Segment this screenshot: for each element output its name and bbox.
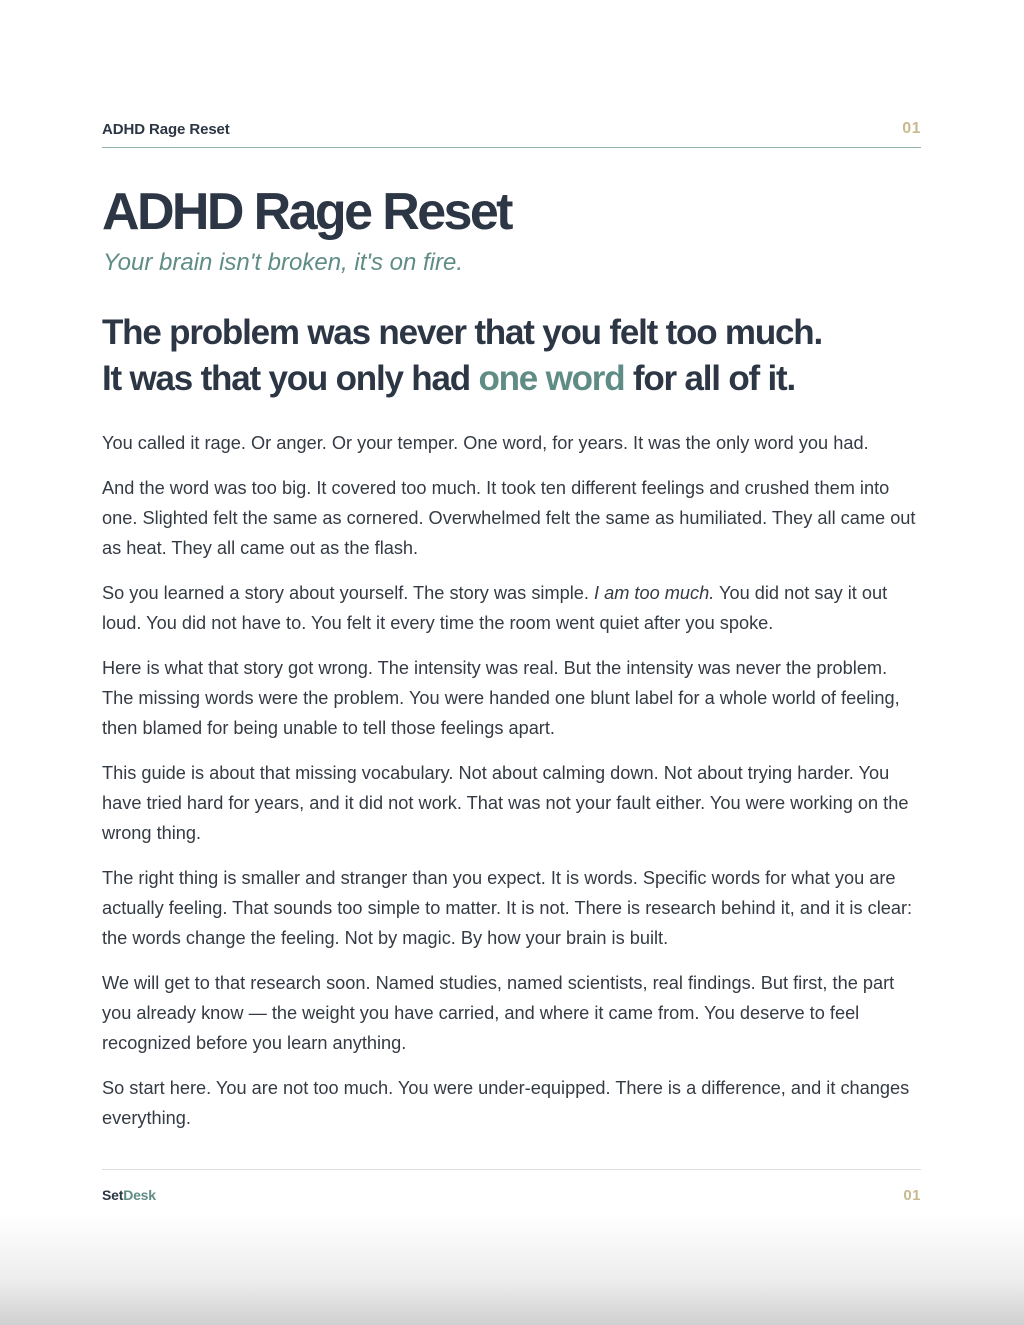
paragraph: And the word was too big. It covered too much. It took ten different feelings and crushed them into one. Slighted felt the same as cornered. Overwhelmed felt the same as humiliated. They all came out as heat. They all came out as the flash. (102, 478, 916, 558)
paragraph: You called it rage. Or anger. Or your temper. One word, for years. It was the only word you had. (102, 433, 869, 453)
paragraph: This guide is about that missing vocabulary. Not about calming down. Not about trying harder. You have tried hard for years, and it did not work. That was not your fault either. You were working on the wrong thing. (102, 763, 909, 843)
emphasized-phrase: I am too much. (593, 583, 715, 603)
footer-page-number: 01 (903, 1187, 921, 1204)
footer-brand-logo (102, 1187, 156, 1203)
paragraph-text: So you learned a story about yourself. The story was simple. (102, 583, 594, 603)
body-text (102, 428, 922, 1148)
running-header-page-number: 01 (902, 120, 921, 137)
document-title: ADHD Rage Reset (102, 183, 511, 241)
headline-line-2-start: It was that you only had (102, 359, 479, 398)
headline-line-2-end: for all of it. (624, 359, 795, 398)
document-subtitle: Your brain isn't broken, it's on fire. (103, 249, 464, 276)
brand-name-part-1: Set (102, 1187, 124, 1203)
paragraph: We will get to that research soon. Named studies, named scientists, real findings. But first, the part you already know — the weight you have carried, and where it came from. You deserve to feel recognized before you learn anything. (102, 973, 895, 1053)
bottom-shadow (0, 1215, 1024, 1325)
headline-accent-phrase: one word (478, 359, 625, 398)
headline-line-1: The problem was never that you felt too much. (102, 313, 822, 352)
paragraph: So start here. You are not too much. You were under-equipped. There is a difference, and it changes everything. (102, 1078, 910, 1128)
brand-name-part-2: Desk (123, 1187, 156, 1203)
paragraph: Here is what that story got wrong. The intensity was real. But the intensity was never the problem. The missing words were the problem. You were handed one blunt label for a whole world of feeling, then blamed for being unable to tell those feelings apart. (102, 658, 900, 738)
paragraph-text: You did not say it out loud. You did not have to. You felt it every time the room went quiet after you spoke. (102, 583, 888, 633)
running-header-title: ADHD Rage Reset (102, 121, 230, 138)
pull-headline (102, 310, 822, 402)
footer-divider (102, 1169, 921, 1170)
paragraph: The right thing is smaller and stranger than you expect. It is words. Specific words for what you are actually feeling. That sounds too simple to matter. It is not. There is research behind it, and it is clear: the words change the feeling. Not by magic. By how your brain is built. (102, 868, 913, 948)
running-header (102, 118, 921, 148)
paragraph (102, 578, 922, 638)
